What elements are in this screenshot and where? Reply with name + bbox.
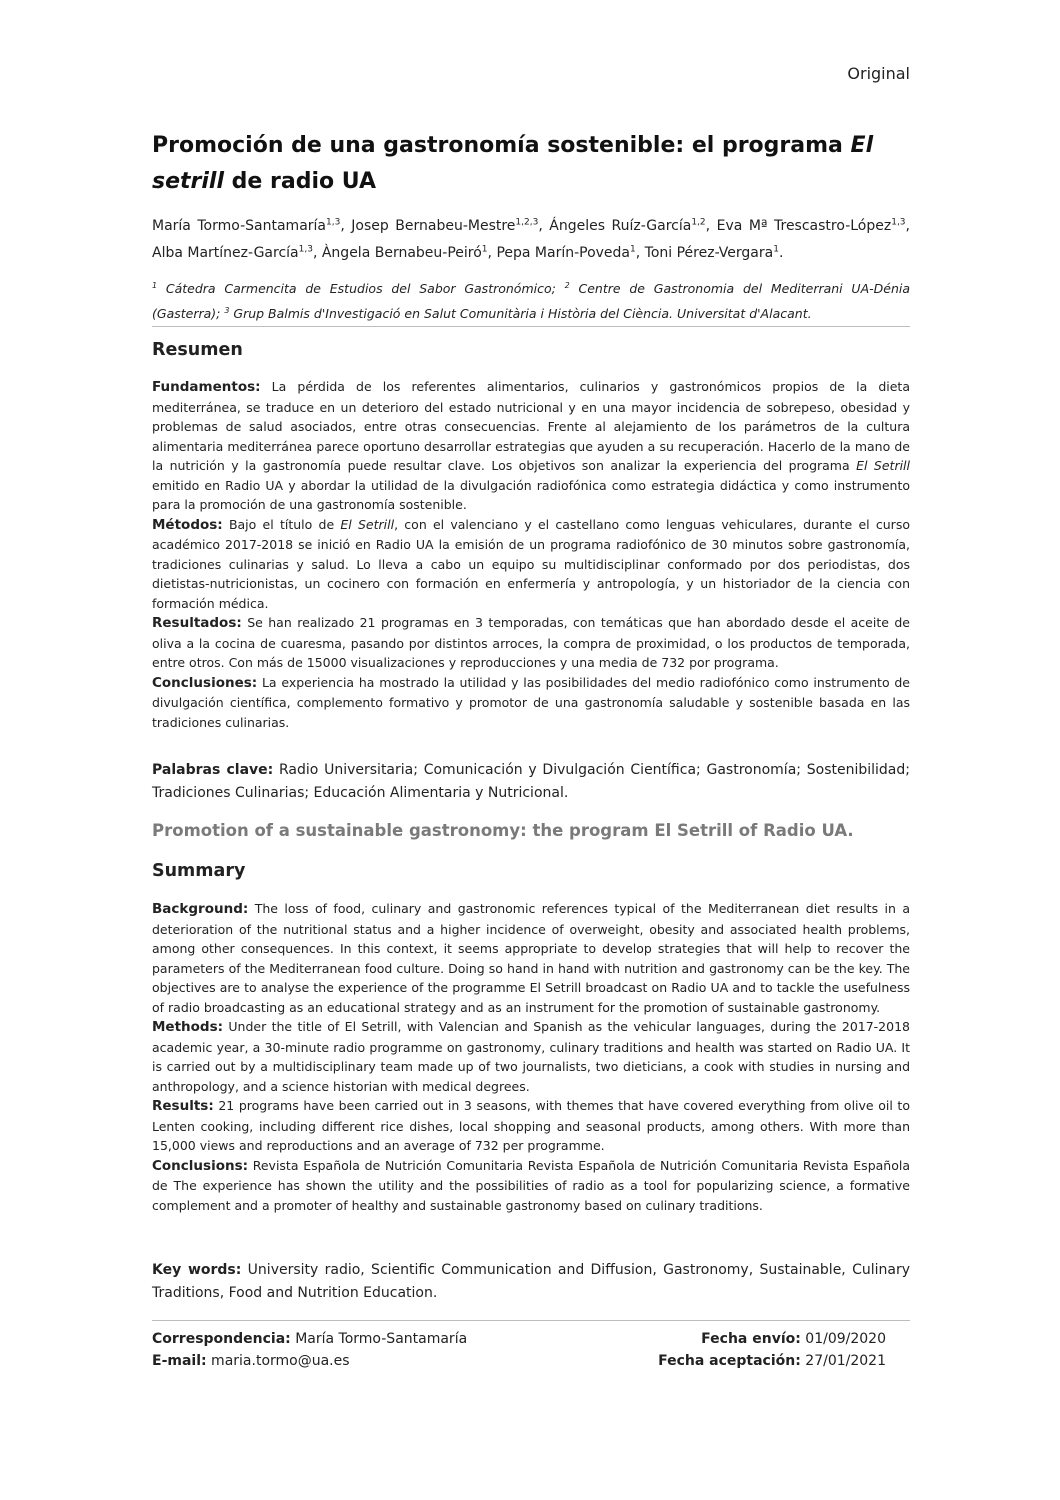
acceptance-date bbox=[658, 1350, 886, 1372]
author-affiliation-sup: 1,3 bbox=[891, 217, 906, 227]
correspondence-label: Correspondencia: bbox=[152, 1331, 291, 1347]
metodos-text-2: , con el valenciano y el castellano como lenguas vehiculares, durante el curso académico 2017-2018 se inició en Radio UA la emisión de un programa radiofónico de 30 minutos sobre gastronomía, tradiciones culinarias y salud. Lo lleva a cabo un equipo su multidisciplinar conformado por dos periodistas, dos dietistas-nutricionistas, un cocinero con formación en enfermería y antropología, y un historiador de la ciencia con formación médica. bbox=[152, 516, 910, 611]
author-affiliation-sup: 1,2,3 bbox=[515, 217, 539, 227]
title-part-2: de radio UA bbox=[224, 169, 376, 194]
results-text: 21 programs have been carried out in 3 seasons, with themes that have covered everything from olive oil to Lenten cooking, including different rice dishes, local shopping and seasonal products, among others. With more than 15,000 views and reproductions and an average of 732 per programme. bbox=[152, 1098, 910, 1153]
author bbox=[549, 218, 716, 234]
author-list bbox=[152, 210, 910, 265]
affiliation-sup: 2 bbox=[564, 281, 570, 290]
author-separator: , bbox=[487, 245, 497, 262]
fundamentos-text: La pérdida de los referentes alimentarios, culinarios y gastronómicos propios de la dieta mediterránea, se traduce en un deterioro del estado nutricional y en una mayor incidencia de sobrepeso, obesidad y problemas de salud asociados, entre otras consecuencias. Frente al alejamiento de los parámetros de la cultura alimentaria mediterránea parece oportuno desarrollar estrategias que ayuden a su recuperación. Hacerlo de la mano de la nutrición y la gastronomía puede resultar clave. Los objetivos son analizar la experiencia del programa bbox=[152, 379, 910, 473]
submission-date-label: Fecha envío: bbox=[701, 1331, 801, 1347]
divider bbox=[152, 326, 910, 327]
submission-date bbox=[701, 1328, 886, 1350]
summary-methods bbox=[152, 1017, 910, 1096]
resumen-metodos bbox=[152, 515, 910, 614]
results-label: Results: bbox=[152, 1098, 214, 1114]
affiliation-sup: 3 bbox=[224, 306, 230, 316]
resumen-fundamentos bbox=[152, 377, 910, 515]
summary-background bbox=[152, 899, 910, 1017]
author-name: Alba Martínez-García bbox=[152, 245, 299, 262]
metodos-italic: El Setrill bbox=[340, 516, 395, 532]
author bbox=[351, 218, 549, 234]
author-name: Ángeles Ruíz-García bbox=[549, 217, 692, 234]
summary-abstract bbox=[152, 899, 910, 1215]
methods-label: Methods: bbox=[152, 1019, 224, 1035]
author-separator: , bbox=[340, 217, 352, 234]
correspondence bbox=[152, 1328, 467, 1350]
resumen-abstract bbox=[152, 377, 910, 732]
metodos-text: Bajo el título de bbox=[222, 516, 341, 532]
author-affiliation-sup: 1,2 bbox=[691, 217, 706, 227]
palabras-clave-text: Radio Universitaria; Comunicación y Divulgación Científica; Gastronomía; Sostenibilidad; Tradiciones Culinarias; Educación Alimentaria y Nutricional. bbox=[152, 762, 910, 801]
fundamentos-label: Fundamentos: bbox=[152, 379, 261, 395]
key-words-text: University radio, Scientific Communication and Diffusion, Gastronomy, Sustainable, Culinary Traditions, Food and Nutrition Education. bbox=[152, 1262, 910, 1301]
author bbox=[645, 245, 784, 261]
resultados-text: Se han realizado 21 programas en 3 temporadas, con temáticas que han abordado desde el aceite de oliva a la cocina de cuaresma, pasando por distintos arroces, la compra de proximidad, o los productos de temporada, entre otros. Con más de 15000 visualizaciones y reproducciones y una media de 732 por programa. bbox=[152, 615, 910, 670]
author-name: Toni Pérez-Vergara bbox=[644, 245, 774, 262]
author-separator: . bbox=[778, 245, 784, 262]
summary-results bbox=[152, 1096, 910, 1156]
author-separator: , bbox=[905, 217, 910, 234]
footer-divider bbox=[152, 1320, 910, 1321]
resumen-resultados bbox=[152, 613, 910, 673]
author-name: Eva Mª Trescastro-López bbox=[716, 217, 892, 234]
english-title: Promotion of a sustainable gastronomy: the program El Setrill of Radio UA. bbox=[152, 821, 854, 840]
key-words-label: Key words: bbox=[152, 1262, 242, 1278]
author-affiliation-sup: 1,3 bbox=[326, 217, 341, 227]
author-affiliation-sup: 1,3 bbox=[298, 244, 313, 255]
resumen-conclusiones bbox=[152, 673, 910, 733]
conclusions-label: Conclusions: bbox=[152, 1157, 249, 1174]
author bbox=[717, 218, 910, 234]
submission-date-value: 01/09/2020 bbox=[800, 1331, 886, 1347]
summary-heading: Summary bbox=[152, 861, 246, 881]
article-title bbox=[152, 128, 910, 200]
acceptance-date-label: Fecha aceptación: bbox=[658, 1353, 801, 1369]
methods-text: Under the title of El Setrill, with Valencian and Spanish as the vehicular languages, during the 2017-2018 academic year, a 30-minute radio programme on gastronomy, culinary traditions and health was started on Radio UA. It is carried out by a multidisciplinary team made up of two journalists, two dieticians, a cook with studies in nursing and anthropology, and a science historian with medical degrees. bbox=[152, 1019, 910, 1094]
article-type-label: Original bbox=[847, 64, 910, 83]
palabras-clave bbox=[152, 759, 910, 805]
conclusiones-label: Conclusiones: bbox=[152, 674, 258, 691]
email-address[interactable]: maria.tormo@ua.es bbox=[206, 1353, 350, 1369]
author-name: Josep Bernabeu-Mestre bbox=[351, 217, 516, 234]
author-name: Pepa Marín-Poveda bbox=[496, 245, 631, 262]
affiliation-text: Centre de Gastronomia del Mediterrani UA-Dénia (Gasterra); bbox=[152, 281, 911, 322]
footer-row-1 bbox=[152, 1328, 910, 1350]
background-label: Background: bbox=[152, 901, 249, 917]
author-name: Àngela Bernabeu-Peiró bbox=[321, 245, 482, 262]
background-text: The loss of food, culinary and gastronomic references typical of the Mediterranean diet results in a deterioration of the nutritional status and a higher incidence of overweight, obesity and associated health problems, among other consequences. In this context, it seems appropriate to develop strategies that will help to recover the parameters of the Mediterranean food culture. Doing so hand in hand with nutrition and gastronomy can be the key. The objectives are to analyse the experience of the programme El Setrill broadcast on Radio UA and to tackle the usefulness of radio broadcasting as an educational strategy and as an instrument for the promotion of sustainable gastronomy. bbox=[152, 901, 910, 1015]
author-separator: , bbox=[705, 217, 717, 234]
affiliation-text: Grup Balmis d'Investigació en Salut Comunitària i Història del Ciència. Universitat d'Alacant. bbox=[229, 306, 812, 322]
metodos-label: Métodos: bbox=[152, 516, 223, 533]
title-italic: El setrill bbox=[152, 133, 874, 194]
fundamentos-italic: El Setrill bbox=[856, 458, 910, 473]
conclusiones-text: La experiencia ha mostrado la utilidad y las posibilidades del medio radiofónico como instrumento de divulgación científica, complemento formativo y promotor de una gastronomía saludable y sostenible basada en las tradiciones culinarias. bbox=[152, 674, 910, 730]
author bbox=[152, 218, 351, 234]
author bbox=[322, 245, 497, 261]
conclusions-text: Revista Española de Nutrición Comunitaria Revista Española de Nutrición Comunitaria Revista Española de The experience has shown the utility and the possibilities of radio as a tool for popularizing science, a formative complement and a promoter of healthy and sustainable gastronomy based on culinary traditions. bbox=[152, 1157, 910, 1213]
palabras-clave-label: Palabras clave: bbox=[152, 762, 274, 778]
author-affiliation-sup: 1 bbox=[630, 244, 636, 255]
footer-row-2 bbox=[152, 1350, 910, 1372]
author-separator: , bbox=[635, 245, 645, 262]
author-separator: , bbox=[312, 245, 322, 262]
title-part-1: Promoción de una gastronomía sostenible: el programa bbox=[152, 133, 851, 158]
email bbox=[152, 1350, 350, 1372]
author bbox=[152, 245, 322, 261]
key-words bbox=[152, 1259, 910, 1305]
author-affiliation-sup: 1 bbox=[773, 244, 779, 255]
resultados-label: Resultados: bbox=[152, 615, 242, 631]
affiliation-sup: 1 bbox=[152, 281, 158, 290]
author-name: María Tormo-Santamaría bbox=[152, 217, 326, 234]
email-label: E-mail: bbox=[152, 1353, 207, 1369]
acceptance-date-value: 27/01/2021 bbox=[800, 1353, 886, 1369]
author-affiliation-sup: 1 bbox=[481, 244, 488, 255]
affiliations bbox=[152, 275, 910, 325]
resumen-heading: Resumen bbox=[152, 340, 243, 360]
summary-conclusions bbox=[152, 1156, 910, 1216]
correspondence-name: María Tormo-Santamaría bbox=[290, 1331, 468, 1347]
author-separator: , bbox=[538, 217, 550, 234]
fundamentos-text-2: emitido en Radio UA y abordar la utilidad de la divulgación radiofónica como estrategia didáctica y como instrumento para la promoción de una gastronomía sostenible. bbox=[152, 477, 910, 512]
affiliation-text: Cátedra Carmencita de Estudios del Sabor Gastronómico; bbox=[157, 281, 565, 297]
author bbox=[496, 245, 644, 261]
